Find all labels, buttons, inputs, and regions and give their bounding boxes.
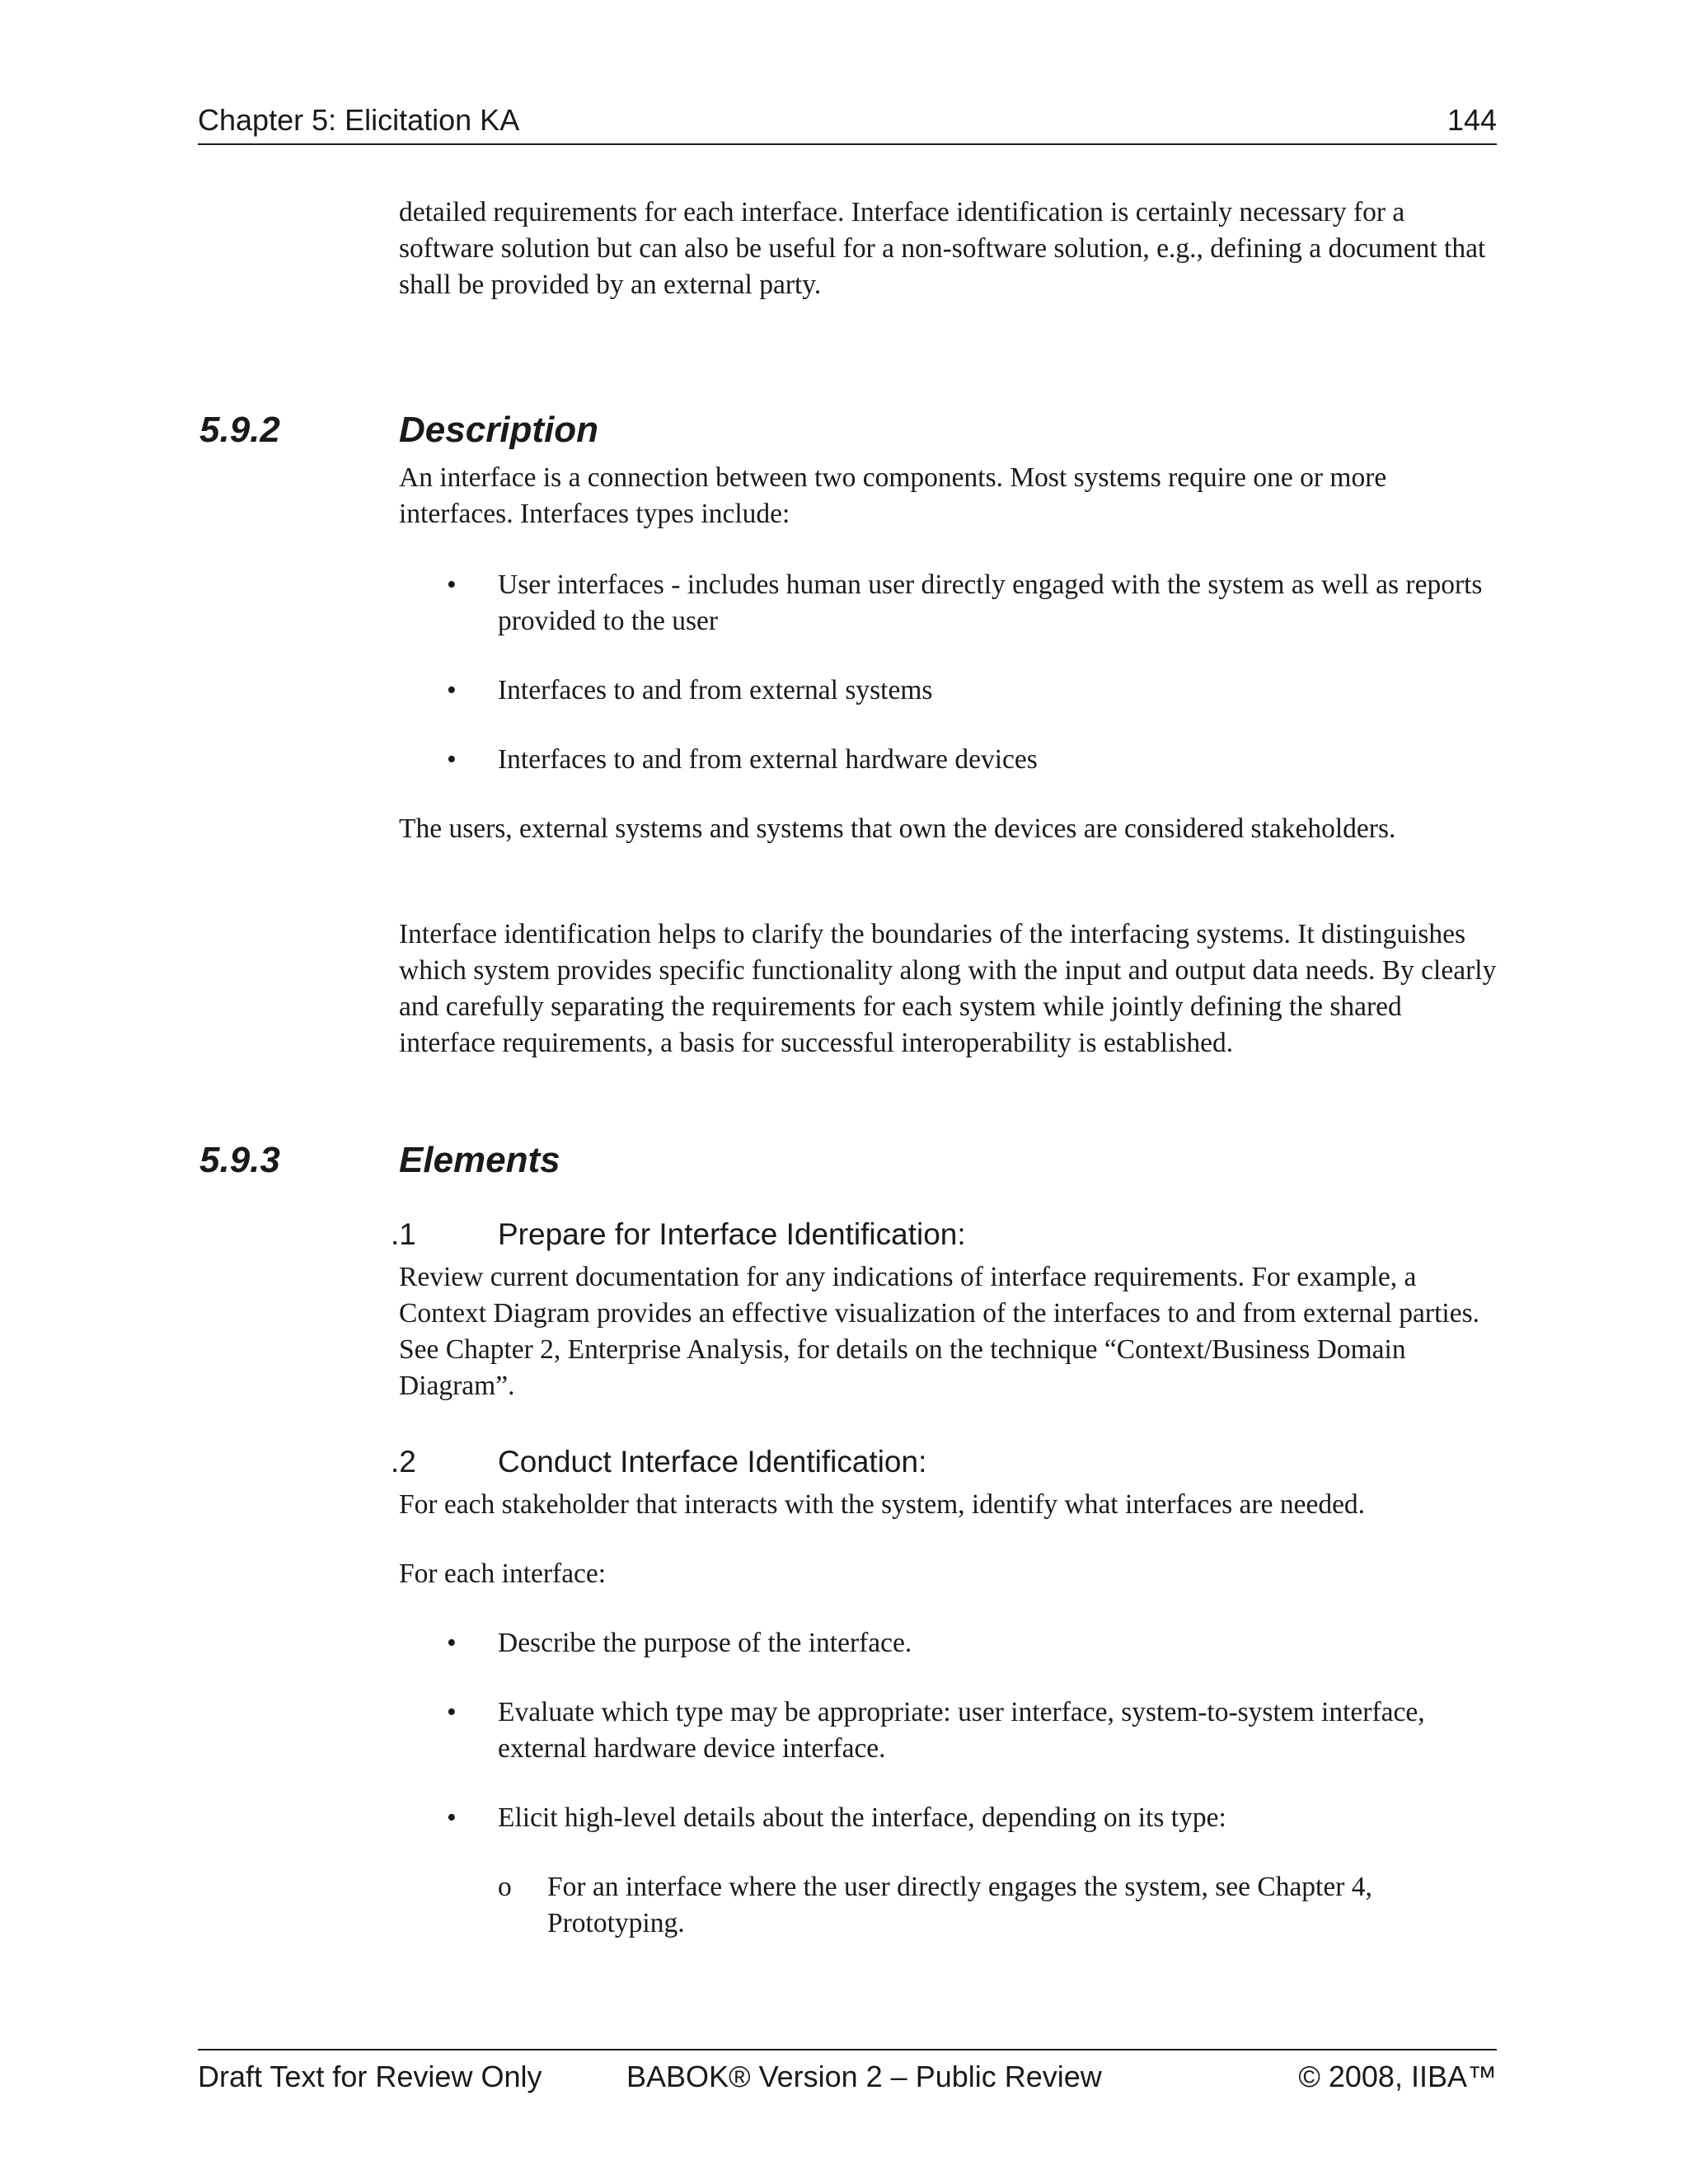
section-number: 5.9.3 [199, 1140, 280, 1180]
subsection-title: Prepare for Interface Identification: [498, 1217, 966, 1251]
section-title: Description [399, 410, 599, 450]
description-paragraph-3: Interface identification helps to clarify the boundaries of the interfacing systems. It distinguishes which system provides specific functionality along with the input and output data needs. By clearly and carefully separating the requirements for each system while jointly defining the shared interface requirements, a basis for successful interoperability is established. [399, 919, 1497, 1058]
bullet-item: Describe the purpose of the interface. [498, 1628, 912, 1658]
page-header [198, 97, 1497, 145]
bullet-marker: • [447, 744, 457, 775]
description-paragraph-2: The users, external systems and systems that own the devices are considered stakeholders. [399, 813, 1396, 844]
bullet-marker: • [447, 1802, 457, 1833]
footer-copyright: © 2008, IIBA™ [1298, 2060, 1497, 2093]
subsection-paragraph: Review current documentation for any indications of interface requirements. For example, a Context Diagram provides an effective visualization of the interfaces to and from external parties. See Chapter 2, Enterprise Analysis, for details on the technique “Context/Business Domain Diagram”. [399, 1262, 1479, 1401]
subsection-number: .2 [391, 1445, 416, 1479]
footer-version: BABOK® Version 2 – Public Review [626, 2060, 1102, 2093]
bullet-item: Interfaces to and from external systems [498, 675, 933, 705]
footer-draft-note: Draft Text for Review Only [198, 2060, 542, 2093]
bullet-item: Interfaces to and from external hardware devices [498, 744, 1038, 775]
bullet-item: Elicit high-level details about the interface, depending on its type: [498, 1802, 1226, 1833]
section-title: Elements [399, 1140, 560, 1180]
description-paragraph-1: An interface is a connection between two components. Most systems require one or more interfaces. Interfaces types include: [399, 462, 1387, 529]
bullet-item: Evaluate which type may be appropriate: user interface, system-to-system interface, external hardware device interface. [498, 1697, 1425, 1764]
bullet-marker: • [447, 1628, 457, 1658]
subsection-title: Conduct Interface Identification: [498, 1445, 927, 1479]
page-number: 144 [1447, 103, 1497, 137]
subsection-paragraph: For each stakeholder that interacts with the system, identify what interfaces are needed. [399, 1489, 1366, 1520]
sub-bullet-item: For an interface where the user directly engages the system, see Chapter 4, Prototyping. [547, 1872, 1372, 1938]
intro-paragraph: detailed requirements for each interface. Interface identification is certainly necessary for a software solution but can also be useful for a non-software solution, e.g., defining a document that shall be provided by an external party. [399, 197, 1486, 300]
bullet-marker: • [447, 675, 457, 705]
page-footer [198, 2049, 1497, 2103]
section-number: 5.9.2 [199, 410, 280, 450]
bullet-marker: • [447, 1697, 457, 1727]
chapter-title: Chapter 5: Elicitation KA [198, 103, 520, 137]
bullet-marker: • [447, 569, 457, 600]
subsection-paragraph: For each interface: [399, 1558, 607, 1589]
subsection-number: .1 [391, 1217, 416, 1251]
sub-bullet-marker: o [498, 1872, 512, 1902]
bullet-item: User interfaces - includes human user directly engaged with the system as well as reports provided to the user [498, 569, 1483, 636]
